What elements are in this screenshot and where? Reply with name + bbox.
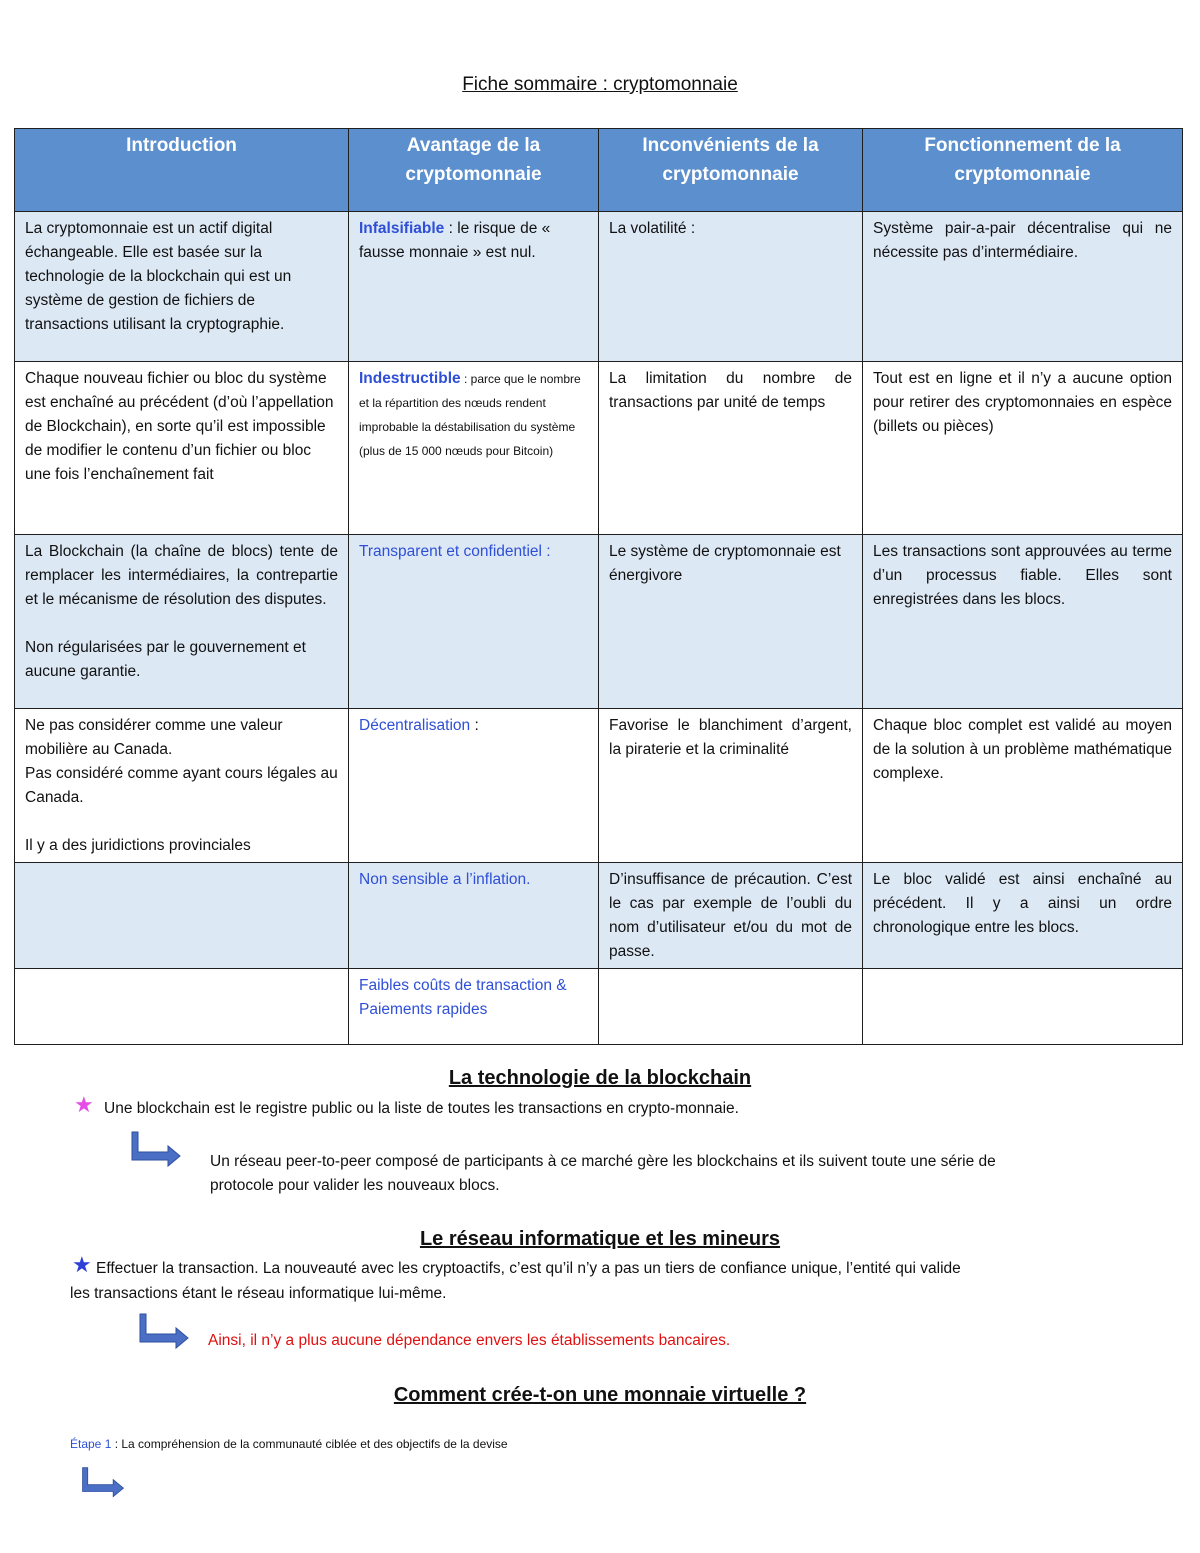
cell-inconvenient: Favorise le blanchiment d’argent, la piraterie et la criminalité <box>599 709 863 863</box>
advantage-label: Indestructible <box>359 370 461 387</box>
cell-fonctionnement: Les transactions sont approuvées au terme d’un processus fiable. Elles sont enregistrées dans les blocs. <box>863 535 1183 709</box>
cell-intro: Ne pas considérer comme une valeur mobilière au Canada. Pas considéré comme ayant cours légales au Canada. Il y a des juridictions provinciales <box>15 709 349 863</box>
cell-intro <box>15 863 349 969</box>
table-row <box>15 969 1183 1045</box>
arrow-icon <box>136 1312 192 1352</box>
cell-intro: Chaque nouveau fichier ou bloc du système est enchaîné au précédent (d’où l’appellation de Blockchain), en sorte qu’il est impossible de modifier le contenu d’un fichier ou bloc une fois l’enchaînement fait <box>15 362 349 535</box>
advantage-label: Décentralisation <box>359 717 471 734</box>
cell-fonctionnement: Chaque bloc complet est validé au moyen de la solution à un problème mathématique complexe. <box>863 709 1183 863</box>
cell-inconvenient <box>599 969 863 1045</box>
advantage-label: Transparent et confidentiel <box>359 543 542 560</box>
network-note: Ainsi, il n’y a plus aucune dépendance envers les établissements bancaires. <box>208 1332 731 1349</box>
section-title-virtual: Comment crée-t-on une monnaie virtuelle ? <box>393 1384 807 1406</box>
table-row <box>15 212 1183 362</box>
table-row <box>15 709 1183 863</box>
advantage-label: Faibles coûts de transaction & Paiements rapides <box>359 977 567 1018</box>
advantage-label: Infalsifiable <box>359 220 445 237</box>
table-header-row <box>15 129 1183 212</box>
cell-advantage: Transparent et confidentiel : <box>349 535 599 709</box>
blockchain-line: Un réseau peer-to-peer composé de participants à ce marché gère les blockchains et ils suivent toute une série de <box>210 1153 996 1170</box>
cell-fonctionnement: Tout est en ligne et il n’y a aucune option pour retirer des cryptomonnaies en espèce (billets ou pièces) <box>863 362 1183 535</box>
cell-advantage: Indestructible : parce que le nombre et la répartition des nœuds rendent improbable la déstabilisation du système (plus de 15 000 nœuds pour Bitcoin) <box>349 362 599 535</box>
cell-fonctionnement: Le bloc validé est ainsi enchaîné au précédent. Il y a ainsi un ordre chronologique entre les blocs. <box>863 863 1183 969</box>
cell-fonctionnement: Système pair-a-pair décentralise qui ne nécessite pas d’intermédiaire. <box>863 212 1183 362</box>
summary-table <box>14 128 1183 1045</box>
cell-intro: La cryptomonnaie est un actif digital échangeable. Elle est basée sur la technologie de la blockchain qui est un système de gestion de fichiers de transactions utilisant la cryptographie. <box>15 212 349 362</box>
blockchain-line: protocole pour valider les nouveaux blocs. <box>210 1177 500 1194</box>
star-icon: ★ <box>72 1252 92 1277</box>
blockchain-line: Une blockchain est le registre public ou la liste de toutes les transactions en crypto-monnaie. <box>104 1100 739 1117</box>
cell-inconvenient: D’insuffisance de précaution. C’est le cas par exemple de l’oubli du nom d’utilisateur et/ou du mot de passe. <box>599 863 863 969</box>
header-introduction: Introduction <box>15 129 349 212</box>
advantage-label: Non sensible a l’inflation. <box>359 871 531 888</box>
arrow-icon <box>128 1130 184 1170</box>
star-icon: ★ <box>74 1092 94 1117</box>
cell-advantage: Infalsifiable : le risque de « fausse monnaie » est nul. <box>349 212 599 362</box>
cell-inconvenient: La limitation du nombre de transactions par unité de temps <box>599 362 863 535</box>
step-label: Étape 1 <box>70 1437 112 1451</box>
arrow-icon <box>78 1466 128 1500</box>
cell-intro: La Blockchain (la chaîne de blocs) tente de remplacer les intermédiaires, la contrepartie et le mécanisme de résolution des disputes. Non régularisées par le gouvernement et aucune garantie. <box>15 535 349 709</box>
network-line: Effectuer la transaction. La nouveauté avec les cryptoactifs, c’est qu’il n’y a pas un tiers de confiance unique, l’entité qui valide <box>96 1260 961 1277</box>
network-line: les transactions étant le réseau informatique lui-même. <box>70 1285 447 1302</box>
header-inconvenients: Inconvénients de la cryptomonnaie <box>599 129 863 212</box>
cell-advantage: Décentralisation : <box>349 709 599 863</box>
cell-fonctionnement <box>863 969 1183 1045</box>
step-1: Étape 1 : La compréhension de la communauté ciblée et des objectifs de la devise <box>70 1437 508 1451</box>
page-title: Fiche sommaire : cryptomonnaie <box>462 74 738 95</box>
section-title-network: Le réseau informatique et les mineurs <box>419 1228 781 1250</box>
table-row <box>15 362 1183 535</box>
table-row <box>15 535 1183 709</box>
cell-advantage <box>349 969 599 1045</box>
cell-advantage <box>349 863 599 969</box>
table-row <box>15 863 1183 969</box>
header-avantage: Avantage de la cryptomonnaie <box>349 129 599 212</box>
section-title-blockchain: La technologie de la blockchain <box>448 1067 752 1089</box>
cell-intro <box>15 969 349 1045</box>
cell-inconvenient: Le système de cryptomonnaie est énergivore <box>599 535 863 709</box>
header-fonctionnement: Fonctionnement de la cryptomonnaie <box>863 129 1183 212</box>
cell-inconvenient: La volatilité : <box>599 212 863 362</box>
